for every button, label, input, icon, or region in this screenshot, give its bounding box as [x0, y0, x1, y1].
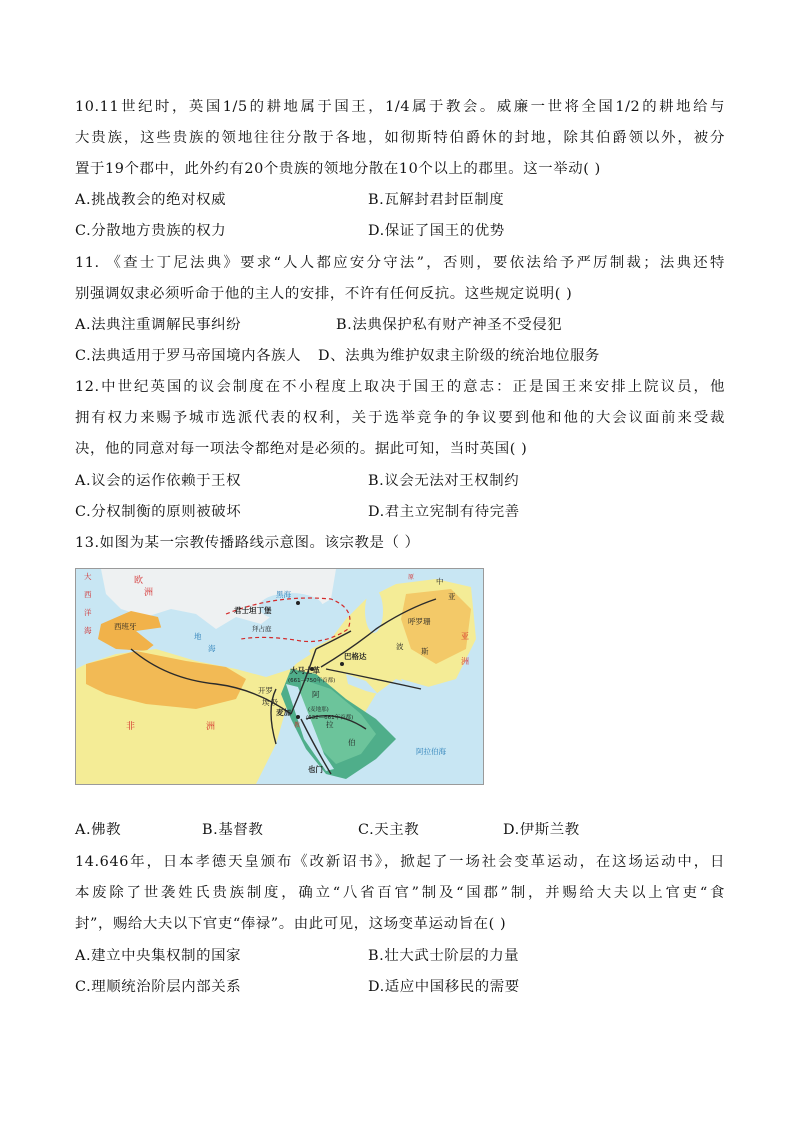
- q10-option-b[interactable]: B.瓦解封君封臣制度: [368, 192, 505, 208]
- map-label-khorasan: 呼罗珊: [408, 617, 431, 626]
- q14-option-a[interactable]: A.建立中央集权制的国家: [75, 948, 242, 964]
- map-label-yemen: 也门: [308, 765, 323, 774]
- map-label-arabia-bo: 伯: [348, 738, 356, 747]
- map-label-byzantium: 拜占庭: [252, 625, 272, 633]
- map-label-black-sea: 黑海: [276, 590, 291, 599]
- q12-stem-line-3: 决，他的同意对每一项法令都绝对是必须的。据此可知，当时英国( ): [75, 441, 528, 457]
- map-city-constantinople: [296, 601, 300, 605]
- q11-option-a[interactable]: A.法典注重调解民事纠纷: [75, 317, 242, 333]
- map-label-ocean-yang: 洋: [84, 608, 92, 617]
- q14-option-d[interactable]: D.适应中国移民的需要: [368, 979, 520, 995]
- map-label-yuan: 原: [408, 574, 415, 581]
- q14-stem-line-2: 本废除了世袭姓氏贵族制度，确立“八省百官”制及“国郡”制，并赐给大夫以上官吏“食: [75, 885, 725, 901]
- q13-option-b[interactable]: B.基督教: [202, 822, 264, 838]
- q12-option-c[interactable]: C.分权制衡的原则被破坏: [75, 504, 242, 520]
- q11-stem-line-2: 别强调奴隶必须听命于他的主人的安排，不许有任何反抗。这些规定说明( ): [75, 286, 573, 302]
- q12-option-d[interactable]: D.君主立宪制有待完善: [368, 504, 520, 520]
- q13-option-a[interactable]: A.佛教: [75, 822, 122, 838]
- map-label-asia-zhou: 洲: [461, 657, 469, 666]
- q14-option-b[interactable]: B.壮大武士阶层的力量: [368, 948, 520, 964]
- map-label-damascus-note: (661—750年首都): [288, 678, 336, 684]
- q13-option-c[interactable]: C.天主教: [358, 822, 420, 838]
- q10-option-d[interactable]: D.保证了国王的优势: [368, 223, 505, 239]
- map-label-ya: 亚: [448, 592, 456, 601]
- religion-spread-map: [75, 568, 484, 785]
- map-label-mecca: 麦加: [276, 708, 291, 717]
- map-label-damascus: 大马士革: [290, 666, 320, 675]
- map-label-persia-si: 斯: [421, 647, 429, 656]
- q11-stem-line-1: 11. 《查士丁尼法典》要求“人人都应安分守法”，否则，要依法给予严厉制裁；法典还特: [75, 255, 725, 271]
- map-label-persia-bo: 波: [396, 642, 404, 651]
- q10-option-a[interactable]: A.挑战教会的绝对权威: [75, 192, 227, 208]
- q14-option-c[interactable]: C.理顺统治阶层内部关系: [75, 979, 242, 995]
- q14-stem-line-1: 14.646年，日本孝德天皇颁布《改新诏书》，掀起了一场社会变革运动，在这场运动中，日: [75, 854, 725, 870]
- q11-option-d[interactable]: D、法典为维护奴隶主阶级的统治地位服务: [318, 348, 600, 364]
- q10-stem-line-3: 置于19个郡中，此外约有20个贵族的领地分散在10个以上的郡里。这一举动( ): [75, 161, 601, 177]
- map-label-zhong: 中: [436, 577, 444, 586]
- map-city-mecca: [296, 715, 300, 719]
- map-label-medina: (麦地那): [308, 707, 329, 713]
- map-label-jiao: 教: [294, 722, 301, 729]
- q10-stem-line-1: 10.11世纪时，英国1/5的耕地属于国王，1/4属于教会。威廉一世将全国1/2的耕地给与: [75, 99, 725, 115]
- q12-option-b[interactable]: B.议会无法对王权制约: [368, 473, 520, 489]
- q10-option-c[interactable]: C.分散地方贵族的权力: [75, 223, 227, 239]
- map-label-europe-ou: 欧: [134, 576, 144, 586]
- q14-stem-line-3: 封”，赐给大夫以下官吏“俸禄”。由此可见，这场变革运动旨在( ): [75, 916, 507, 932]
- map-label-cairo: 开罗: [258, 686, 273, 695]
- q11-option-c[interactable]: C.法典适用于罗马帝国境内各族人: [75, 348, 302, 364]
- map-label-baghdad: 巴格达: [344, 652, 367, 661]
- map-label-ocean-hai: 海: [84, 626, 92, 635]
- map-label-med-di: 地: [194, 632, 202, 641]
- map-label-asia-ya: 亚: [461, 632, 469, 641]
- map-label-constantinople: 君士坦丁堡: [234, 606, 272, 615]
- map-label-ocean-xi: 西: [84, 590, 92, 599]
- map-label-spain: 西班牙: [114, 622, 137, 631]
- map-label-arabia-la: 拉: [326, 720, 334, 729]
- q12-stem-line-1: 12.中世纪英国的议会制度在不小程度上取决于国王的意志：正是国王来安排上院议员，他: [75, 379, 725, 395]
- map-label-africa-zhou: 洲: [206, 722, 216, 732]
- map-label-africa-fei: 非: [126, 722, 136, 732]
- map-city-baghdad: [340, 662, 344, 666]
- map-label-egypt-ai: 埃: [262, 698, 270, 707]
- q11-option-b[interactable]: B.法典保护私有财产神圣不受侵犯: [336, 317, 563, 333]
- map-label-ocean-da: 大: [84, 572, 92, 581]
- q12-option-a[interactable]: A.议会的运作依赖于王权: [75, 473, 242, 489]
- map-label-med-hai: 海: [208, 644, 216, 653]
- map-label-arabian-sea: 阿拉伯海: [416, 747, 446, 756]
- map-label-medina-note: (632—661年首都): [306, 715, 354, 721]
- map-label-egypt-ji: 及: [271, 698, 279, 707]
- q13-option-d[interactable]: D.伊斯兰教: [503, 822, 580, 838]
- q12-stem-line-2: 拥有权力来赐予城市选派代表的权利，关于选举竞争的争议要到他和他的大会议面前来受裁: [75, 410, 725, 426]
- map-label-arabia-a: 阿: [312, 690, 320, 699]
- q10-stem-line-2: 大贵族，这些贵族的领地往往分散于各地，如彻斯特伯爵休的封地，除其伯爵领以外，被分: [75, 130, 725, 146]
- q13-stem: 13.如图为某一宗教传播路线示意图。该宗教是（ ）: [75, 535, 420, 551]
- map-label-europe-zhou: 洲: [144, 588, 154, 598]
